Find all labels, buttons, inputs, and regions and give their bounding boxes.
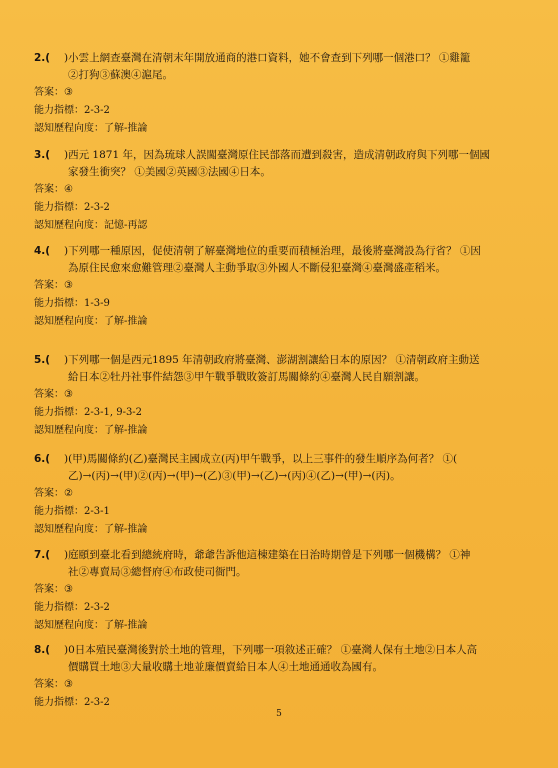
cognition-value: 了解-推論 <box>104 123 148 134</box>
ability-value: 2-3-2 <box>84 697 110 708</box>
question-stem <box>34 547 524 564</box>
ability-value: 2-3-2 <box>84 202 110 213</box>
question-text: )(甲)馬關條約(乙)臺灣民主國成立(丙)甲午戰爭，以上三事件的發生順序為何者？ ①( <box>64 453 458 465</box>
ability-value: 2-3-2 <box>84 105 110 116</box>
page-number: 5 <box>276 709 282 719</box>
question-text: )小雲上網查臺灣在清朝末年開放通商的港口資料，她不會查到下列哪一個港口？ ①雞籠 <box>64 52 471 64</box>
answer-label: 答案： <box>34 280 64 291</box>
question-options: 社②專賣局③總督府④布政使司衙門。 <box>68 566 247 578</box>
answer-line <box>34 277 524 295</box>
question-block <box>34 243 524 331</box>
question-number: 7.( <box>34 549 51 561</box>
cognition-value: 了解-推論 <box>104 425 148 436</box>
cognition-value: 了解-推論 <box>104 620 148 631</box>
cognition-line <box>34 217 524 235</box>
ability-label: 能力指標： <box>34 407 84 418</box>
answer-label: 答案： <box>34 679 64 690</box>
question-text: )西元 1871 年，因為琉球人誤闖臺灣原住民部落而遭到殺害，造成清朝政府與下列哪一個國 <box>64 149 490 161</box>
answer-value: ③ <box>64 584 73 595</box>
ability-label: 能力指標： <box>34 202 84 213</box>
answer-line <box>34 181 524 199</box>
question-block <box>34 147 524 235</box>
answer-line <box>34 485 524 503</box>
answer-value: ③ <box>64 87 73 98</box>
answer-line <box>34 386 524 404</box>
answer-value: ③ <box>64 389 73 400</box>
answer-label: 答案： <box>34 584 64 595</box>
question-options: 家發生衝突？ ①美國②英國③法國④日本。 <box>68 166 271 178</box>
question-block <box>34 451 524 539</box>
ability-label: 能力指標： <box>34 105 84 116</box>
question-stem <box>34 352 524 369</box>
answer-value: ③ <box>64 679 73 690</box>
cognition-line <box>34 313 524 331</box>
cognition-label: 認知歷程向度： <box>34 524 104 535</box>
ability-label: 能力指標： <box>34 602 84 613</box>
question-block <box>34 547 524 635</box>
ability-line <box>34 295 524 313</box>
question-text: )下列哪一個是西元1895 年清朝政府將臺灣、澎湖割讓給日本的原因？ ①清朝政府主動送 <box>64 354 480 366</box>
ability-value: 1-3-9 <box>84 298 110 309</box>
question-block <box>34 352 524 440</box>
answer-value: ② <box>64 488 73 499</box>
question-block <box>34 50 524 138</box>
question-options: 為原住民愈來愈難管理②臺灣人主動爭取③外國人不斷侵犯臺灣④臺灣盛產稻米。 <box>68 262 446 274</box>
cognition-value: 記憶-再認 <box>104 220 148 231</box>
question-options: 乙)→(丙)→(甲)②(丙)→(甲)→(乙)③(甲)→(乙)→(丙)④(乙)→(甲)→(丙)。 <box>68 470 401 482</box>
ability-line <box>34 503 524 521</box>
question-text: )下列哪一種原因，促使清朝了解臺灣地位的重要而積極治理，最後將臺灣設為行省？ ①因 <box>64 245 481 257</box>
ability-label: 能力指標： <box>34 506 84 517</box>
answer-label: 答案： <box>34 184 64 195</box>
cognition-line <box>34 120 524 138</box>
cognition-value: 了解-推論 <box>104 316 148 327</box>
question-number: 2.( <box>34 52 51 64</box>
answer-value: ③ <box>64 280 73 291</box>
question-stem <box>34 147 524 164</box>
question-number: 6.( <box>34 453 51 465</box>
answer-line <box>34 581 524 599</box>
question-stem <box>34 451 524 468</box>
ability-line <box>34 404 524 422</box>
cognition-label: 認知歷程向度： <box>34 220 104 231</box>
question-number: 5.( <box>34 354 51 366</box>
question-stem <box>34 642 524 659</box>
ability-label: 能力指標： <box>34 697 84 708</box>
question-block <box>34 642 524 712</box>
question-text: )0日本殖民臺灣後對於土地的管理，下列哪一項敘述正確？ ①臺灣人保有土地②日本人高 <box>64 644 478 656</box>
answer-label: 答案： <box>34 488 64 499</box>
cognition-line <box>34 422 524 440</box>
answer-label: 答案： <box>34 389 64 400</box>
cognition-line <box>34 521 524 539</box>
answer-line <box>34 676 524 694</box>
question-options: 給日本②牡丹社事件結怨③甲午戰爭戰敗簽訂馬關條約④臺灣人民自願割讓。 <box>68 371 425 383</box>
question-number: 3.( <box>34 149 51 161</box>
question-options: ②打狗③蘇澳④滬尾。 <box>68 69 173 81</box>
cognition-line <box>34 617 524 635</box>
cognition-label: 認知歷程向度： <box>34 620 104 631</box>
ability-line <box>34 199 524 217</box>
ability-line <box>34 102 524 120</box>
ability-value: 2-3-1, 9-3-2 <box>84 407 143 418</box>
cognition-value: 了解-推論 <box>104 524 148 535</box>
question-options: 價購買土地③大量收購土地並廉價賣給日本人④土地通通收為國有。 <box>68 661 383 673</box>
answer-line <box>34 84 524 102</box>
cognition-label: 認知歷程向度： <box>34 425 104 436</box>
answer-label: 答案： <box>34 87 64 98</box>
question-number: 8.( <box>34 644 51 656</box>
ability-label: 能力指標： <box>34 298 84 309</box>
ability-value: 2-3-2 <box>84 602 110 613</box>
question-number: 4.( <box>34 245 51 257</box>
answer-value: ④ <box>64 184 73 195</box>
cognition-label: 認知歷程向度： <box>34 316 104 327</box>
ability-value: 2-3-1 <box>84 506 110 517</box>
cognition-label: 認知歷程向度： <box>34 123 104 134</box>
question-stem <box>34 243 524 260</box>
ability-line <box>34 599 524 617</box>
question-text: )庭頤到臺北看到總統府時，爺爺告訴他這棟建築在日治時期曾是下列哪一個機構？ ①神 <box>64 549 471 561</box>
question-stem <box>34 50 524 67</box>
